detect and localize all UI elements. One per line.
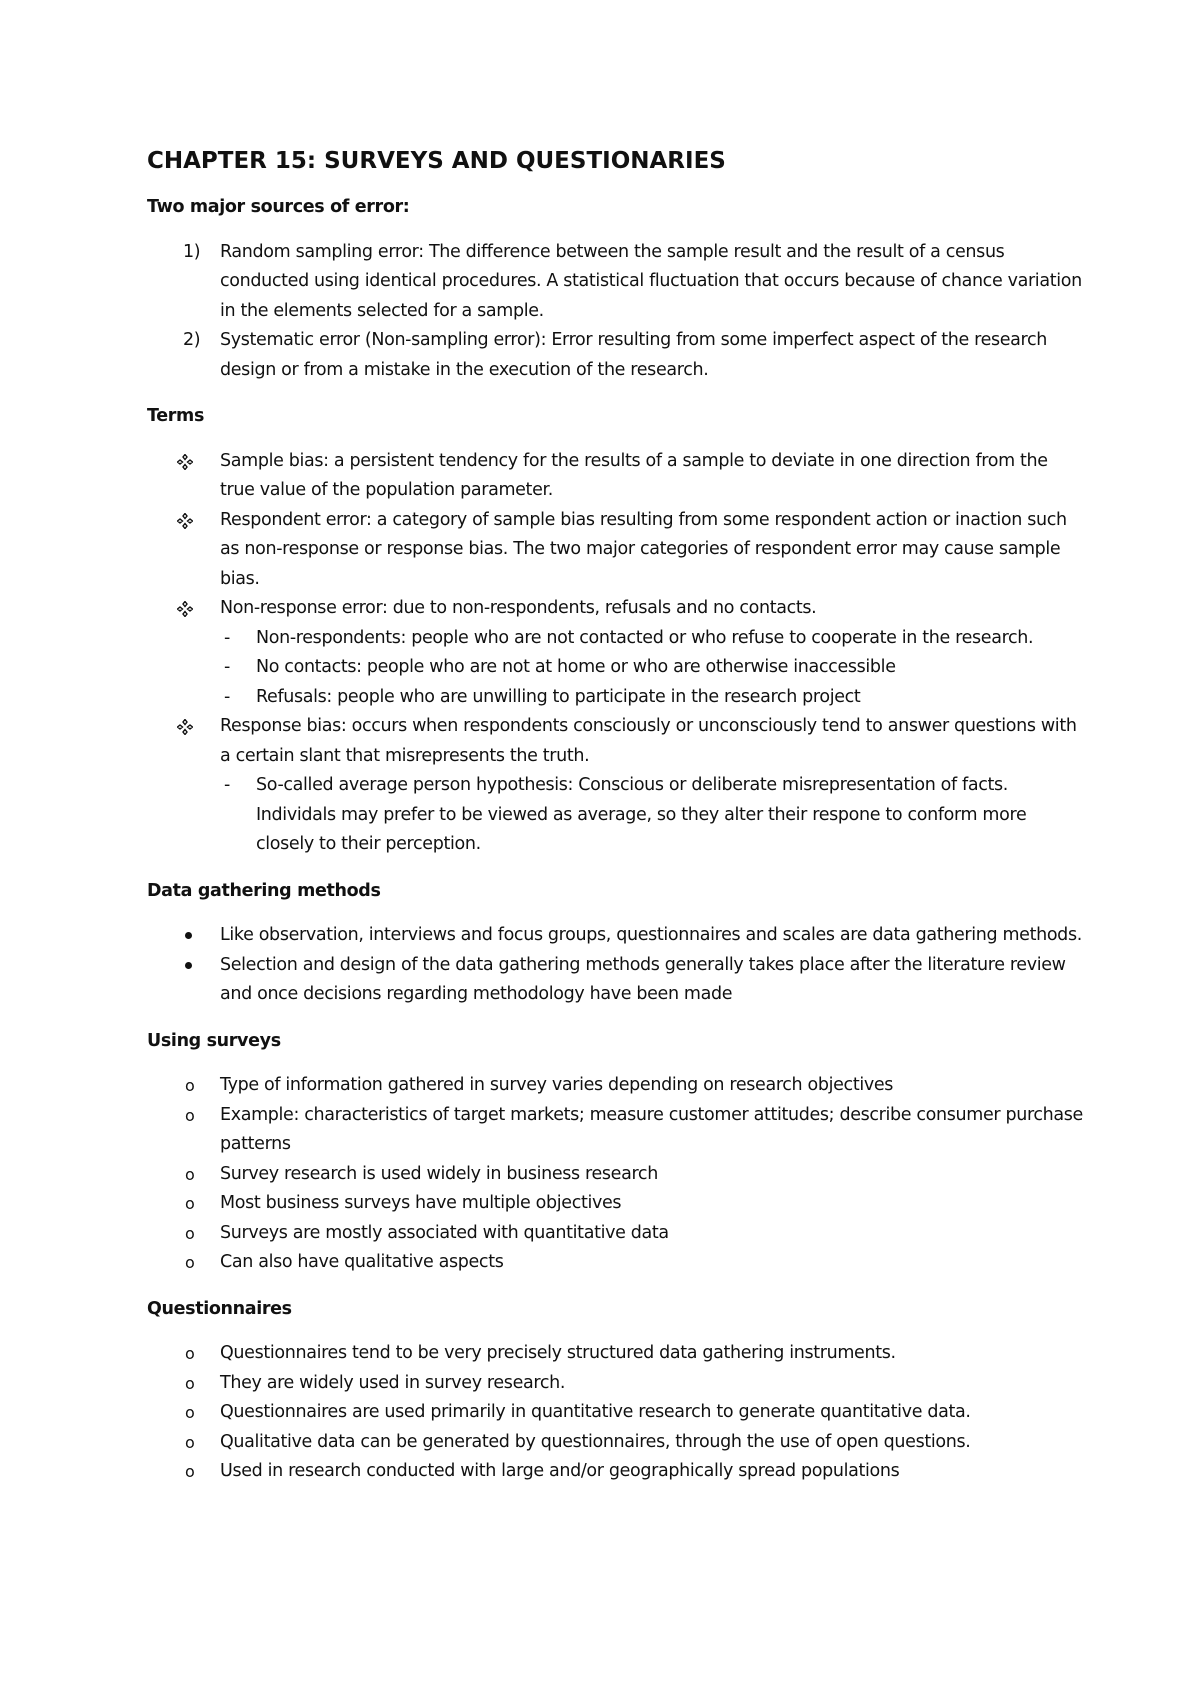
list-item-text: Response bias: occurs when respondents consciously or unconsciously tend to answer questions with a certain slant that misrepresents the truth. xyxy=(220,716,1077,766)
section-heading-data-gathering: Data gathering methods xyxy=(147,880,381,901)
circle-bullet: o xyxy=(185,1403,195,1422)
list-item xyxy=(147,1398,1087,1428)
list-item-text: Type of information gathered in survey varies depending on research objectives xyxy=(220,1075,894,1095)
circle-bullet: o xyxy=(185,1223,195,1243)
sublist-item-text: So-called average person hypothesis: Conscious or deliberate misrepresentation of facts. Individals may prefer to be viewed as average, so they alter their respone to conform more closely to their perception. xyxy=(256,775,1027,854)
list-item xyxy=(147,1071,1087,1101)
sublist-item xyxy=(220,771,1087,860)
list-item-text: Sample bias: a persistent tendency for the results of a sample to deviate in one direction from the true value of the population parameter. xyxy=(220,450,1048,500)
diamond-bullet-icon xyxy=(177,601,193,617)
list-item-text: Questionnaires tend to be very precisely structured data gathering instruments. xyxy=(220,1343,896,1363)
sublist-item xyxy=(220,653,1087,683)
section-errors xyxy=(147,193,1087,385)
sublist-item-text: Refusals: people who are unwilling to participate in the research project xyxy=(256,686,861,707)
dash-bullet: - xyxy=(224,627,230,648)
circle-bullet: o xyxy=(185,1105,195,1125)
sublist-item xyxy=(220,624,1087,654)
section-surveys xyxy=(147,1027,1087,1278)
list-item-text: Qualitative data can be generated by questionnaires, through the use of open questions. xyxy=(220,1431,971,1452)
sublist xyxy=(220,624,1087,713)
dash-bullet: - xyxy=(224,775,230,795)
dash-bullet: - xyxy=(224,686,230,707)
list-item-text: Systematic error (Non-sampling error): Error resulting from some imperfect aspect of the research design or from a mistake in the execution of the research. xyxy=(220,330,1048,380)
bullet-dot-icon xyxy=(185,962,192,969)
section-data-gathering xyxy=(147,877,1087,1010)
circle-bullet: o xyxy=(185,1432,195,1452)
diamond-bullet-icon xyxy=(177,719,193,735)
circle-bullet: o xyxy=(185,1462,195,1481)
list-item xyxy=(147,447,1087,506)
list-item xyxy=(147,1369,1087,1399)
list-item-text: Like observation, interviews and focus groups, questionnaires and scales are data gathering methods. xyxy=(220,925,1082,945)
list-item xyxy=(147,506,1087,595)
circle-bullet: o xyxy=(185,1164,195,1184)
circle-bullet: o xyxy=(185,1076,195,1095)
list-item-text: Example: characteristics of target markets; measure customer attitudes; describe consumer purchase patterns xyxy=(220,1104,1083,1154)
list-item-text: Most business surveys have multiple objectives xyxy=(220,1193,622,1213)
sublist-item-text: No contacts: people who are not at home or who are otherwise inaccessible xyxy=(256,657,896,677)
list-item-text: Selection and design of the data gathering methods generally takes place after the literature review and once decisions regarding methodology have been made xyxy=(220,954,1066,1004)
list-item-text: Respondent error: a category of sample bias resulting from some respondent action or inaction such as non-response or response bias. The two major categories of respondent error may cause sample bias. xyxy=(220,509,1067,589)
sublist-item xyxy=(220,683,1087,713)
list-item-text: Can also have qualitative aspects xyxy=(220,1252,504,1272)
list-number: 1) xyxy=(183,241,201,262)
section-terms xyxy=(147,402,1087,860)
list-item xyxy=(147,326,1087,385)
list-item xyxy=(147,594,1087,712)
list-item xyxy=(147,951,1087,1010)
section-heading-surveys: Using surveys xyxy=(147,1030,281,1051)
chapter-title: CHAPTER 15: SURVEYS AND QUESTIONARIES xyxy=(147,148,726,174)
list-item xyxy=(147,1457,1087,1487)
list-item xyxy=(147,238,1087,327)
section-heading-terms: Terms xyxy=(147,406,205,426)
list-item-text: They are widely used in survey research. xyxy=(220,1372,566,1393)
circle-bullet: o xyxy=(185,1344,195,1363)
list-item-text: Used in research conducted with large and/or geographically spread populations xyxy=(220,1461,900,1481)
list-item-text: Questionnaires are used primarily in quantitative research to generate quantitative data. xyxy=(220,1402,971,1422)
list-item-text: Surveys are mostly associated with quantitative data xyxy=(220,1222,669,1243)
surveys-list xyxy=(147,1071,1087,1278)
list-item-text: Non-response error: due to non-respondents, refusals and no contacts. xyxy=(220,598,817,618)
section-heading-errors: Two major sources of error: xyxy=(147,197,410,217)
diamond-bullet-icon xyxy=(177,513,193,529)
dash-bullet: - xyxy=(224,657,230,677)
sublist xyxy=(220,771,1087,860)
list-item xyxy=(147,1101,1087,1160)
bullet-dot-icon xyxy=(185,932,192,939)
document-content xyxy=(147,146,1087,1504)
list-item xyxy=(147,921,1087,951)
sublist-item-text: Non-respondents: people who are not contacted or who refuse to cooperate in the research. xyxy=(256,627,1034,648)
list-item-text: Survey research is used widely in business research xyxy=(220,1163,658,1184)
circle-bullet: o xyxy=(185,1253,195,1272)
circle-bullet: o xyxy=(185,1373,195,1393)
section-heading-questionnaires: Questionnaires xyxy=(147,1298,292,1319)
list-number: 2) xyxy=(183,330,201,350)
circle-bullet: o xyxy=(185,1194,195,1213)
section-questionnaires xyxy=(147,1295,1087,1487)
list-item xyxy=(147,1219,1087,1249)
list-item xyxy=(147,1339,1087,1369)
list-item xyxy=(147,1248,1087,1278)
diamond-bullet-icon xyxy=(177,454,193,470)
list-item xyxy=(147,1428,1087,1458)
terms-list xyxy=(147,447,1087,860)
list-item xyxy=(147,1160,1087,1190)
data-gathering-list xyxy=(147,921,1087,1010)
list-item xyxy=(147,712,1087,860)
list-item xyxy=(147,1189,1087,1219)
list-item-text: Random sampling error: The difference between the sample result and the result of a census conducted using identical procedures. A statistical fluctuation that occurs because of chance variation in the elements selected for a sample. xyxy=(220,241,1082,321)
questionnaires-list xyxy=(147,1339,1087,1487)
errors-list xyxy=(147,238,1087,386)
